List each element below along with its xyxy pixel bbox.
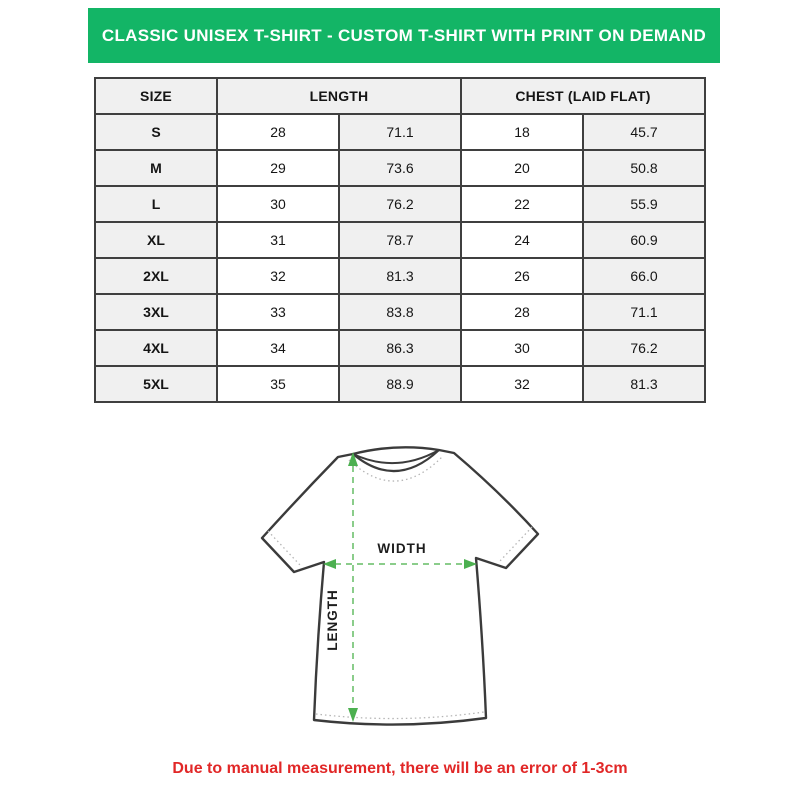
chest-cm-cell: 60.9 xyxy=(583,222,705,258)
tshirt-outline xyxy=(262,447,538,724)
length-label: LENGTH xyxy=(325,589,340,651)
length-cm-cell: 71.1 xyxy=(339,114,461,150)
size-cell: XL xyxy=(95,222,217,258)
chest-inches-cell: 26 xyxy=(461,258,583,294)
table-row xyxy=(95,186,705,222)
width-label: WIDTH xyxy=(377,541,427,556)
page-title: CLASSIC UNISEX T-SHIRT - CUSTOM T-SHIRT WITH PRINT ON DEMAND xyxy=(101,25,707,45)
size-cell: S xyxy=(95,114,217,150)
length-inches-cell: 30 xyxy=(217,186,339,222)
chest-cm-cell: 71.1 xyxy=(583,294,705,330)
table-row xyxy=(95,330,705,366)
length-inches-cell: 28 xyxy=(217,114,339,150)
length-cm-cell: 76.2 xyxy=(339,186,461,222)
chest-inches-cell: 28 xyxy=(461,294,583,330)
size-cell: L xyxy=(95,186,217,222)
chest-cm-cell: 81.3 xyxy=(583,366,705,402)
length-inches-cell: 31 xyxy=(217,222,339,258)
chest-cm-cell: 55.9 xyxy=(583,186,705,222)
length-inches-cell: 33 xyxy=(217,294,339,330)
length-inches-cell: 29 xyxy=(217,150,339,186)
length-cm-cell: 86.3 xyxy=(339,330,461,366)
chest-cm-cell: 66.0 xyxy=(583,258,705,294)
length-cm-cell: 73.6 xyxy=(339,150,461,186)
length-cm-cell: 88.9 xyxy=(339,366,461,402)
size-chart-table xyxy=(94,77,706,403)
table-header-row xyxy=(95,78,705,114)
length-inches-cell: 32 xyxy=(217,258,339,294)
size-cell: M xyxy=(95,150,217,186)
col-header-size: SIZE xyxy=(95,78,217,114)
length-inches-cell: 35 xyxy=(217,366,339,402)
table-row xyxy=(95,222,705,258)
chest-inches-cell: 18 xyxy=(461,114,583,150)
chest-inches-cell: 32 xyxy=(461,366,583,402)
chest-inches-cell: 24 xyxy=(461,222,583,258)
length-cm-cell: 81.3 xyxy=(339,258,461,294)
chest-inches-cell: 30 xyxy=(461,330,583,366)
col-header-chest: CHEST (LAID FLAT) xyxy=(461,78,705,114)
size-cell: 4XL xyxy=(95,330,217,366)
table-row xyxy=(95,366,705,402)
col-header-length: LENGTH xyxy=(217,78,461,114)
header-banner xyxy=(88,8,720,63)
chest-inches-cell: 22 xyxy=(461,186,583,222)
size-cell: 2XL xyxy=(95,258,217,294)
table-row xyxy=(95,114,705,150)
length-inches-cell: 34 xyxy=(217,330,339,366)
measurement-disclaimer: Due to manual measurement, there will be an error of 1-3cm xyxy=(172,760,628,777)
tshirt-measurement-diagram xyxy=(240,430,560,752)
size-cell: 5XL xyxy=(95,366,217,402)
size-cell: 3XL xyxy=(95,294,217,330)
length-cm-cell: 83.8 xyxy=(339,294,461,330)
table-row xyxy=(95,258,705,294)
length-cm-cell: 78.7 xyxy=(339,222,461,258)
table-row xyxy=(95,294,705,330)
chest-cm-cell: 76.2 xyxy=(583,330,705,366)
chest-cm-cell: 45.7 xyxy=(583,114,705,150)
table-row xyxy=(95,150,705,186)
chest-cm-cell: 50.8 xyxy=(583,150,705,186)
chest-inches-cell: 20 xyxy=(461,150,583,186)
